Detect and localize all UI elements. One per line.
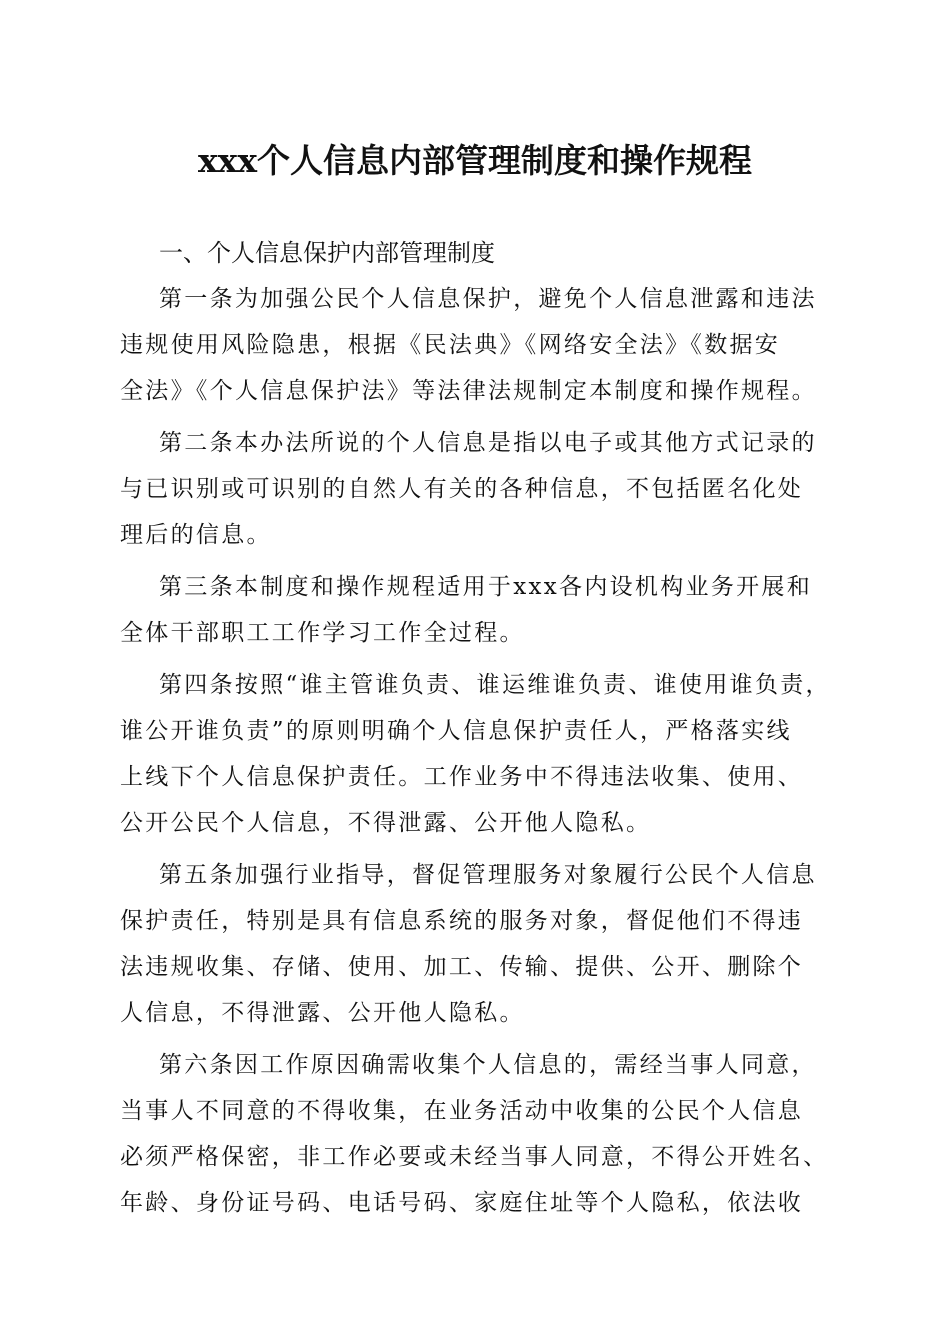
paragraph-line: 人信息，不得泄露、公开他人隐私。 [120, 1000, 525, 1026]
paragraph-line: 第三条本制度和操作规程适用于xxx各内设机构业务开展和 [159, 574, 813, 600]
paragraph-line: 公开公民个人信息，不得泄露、公开他人隐私。 [120, 810, 652, 836]
paragraph-line: 法违规收集、存储、使用、加工、传输、提供、公开、删除个 [120, 954, 804, 980]
paragraph-line: 必须严格保密，非工作必要或未经当事人同意，不得公开姓名、 [120, 1144, 829, 1170]
paragraph-line: 全法》《个人信息保护法》等法律法规制定本制度和操作规程。 [120, 378, 817, 404]
paragraph-line: 年龄、身份证号码、电话号码、家庭住址等个人隐私，依法收 [120, 1190, 804, 1216]
document-title: xxx个人信息内部管理制度和操作规程 [197, 141, 753, 180]
paragraph-line: 第二条本办法所说的个人信息是指以电子或其他方式记录的 [159, 430, 817, 456]
paragraph-line: 违规使用风险隐患，根据《民法典》《网络安全法》《数据安 [120, 332, 781, 358]
paragraph-line: 第四条按照“谁主管谁负责、谁运维谁负责、谁使用谁负责， [159, 672, 831, 698]
paragraph-line: 第五条加强行业指导，督促管理服务对象履行公民个人信息 [159, 862, 817, 888]
paragraph-line: 第一条为加强公民个人信息保护，避免个人信息泄露和违法 [159, 286, 817, 312]
paragraph-line: 与已识别或可识别的自然人有关的各种信息，不包括匿名化处 [120, 476, 804, 502]
paragraph-line: 谁公开谁负责”的原则明确个人信息保护责任人，严格落实线 [120, 718, 792, 744]
section-heading: 一、个人信息保护内部管理制度 [159, 239, 495, 267]
paragraph-line: 第六条因工作原因确需收集个人信息的，需经当事人同意， [159, 1052, 817, 1078]
paragraph-line: 当事人不同意的不得收集，在业务活动中收集的公民个人信息 [120, 1098, 804, 1124]
document-body [120, 230, 840, 1226]
paragraph-line: 全体干部职工工作学习工作全过程。 [120, 620, 525, 646]
paragraph-line: 理后的信息。 [120, 522, 272, 548]
paragraph-line: 上线下个人信息保护责任。工作业务中不得违法收集、使用、 [120, 764, 804, 790]
paragraph-line: 保护责任，特别是具有信息系统的服务对象，督促他们不得违 [120, 908, 804, 934]
